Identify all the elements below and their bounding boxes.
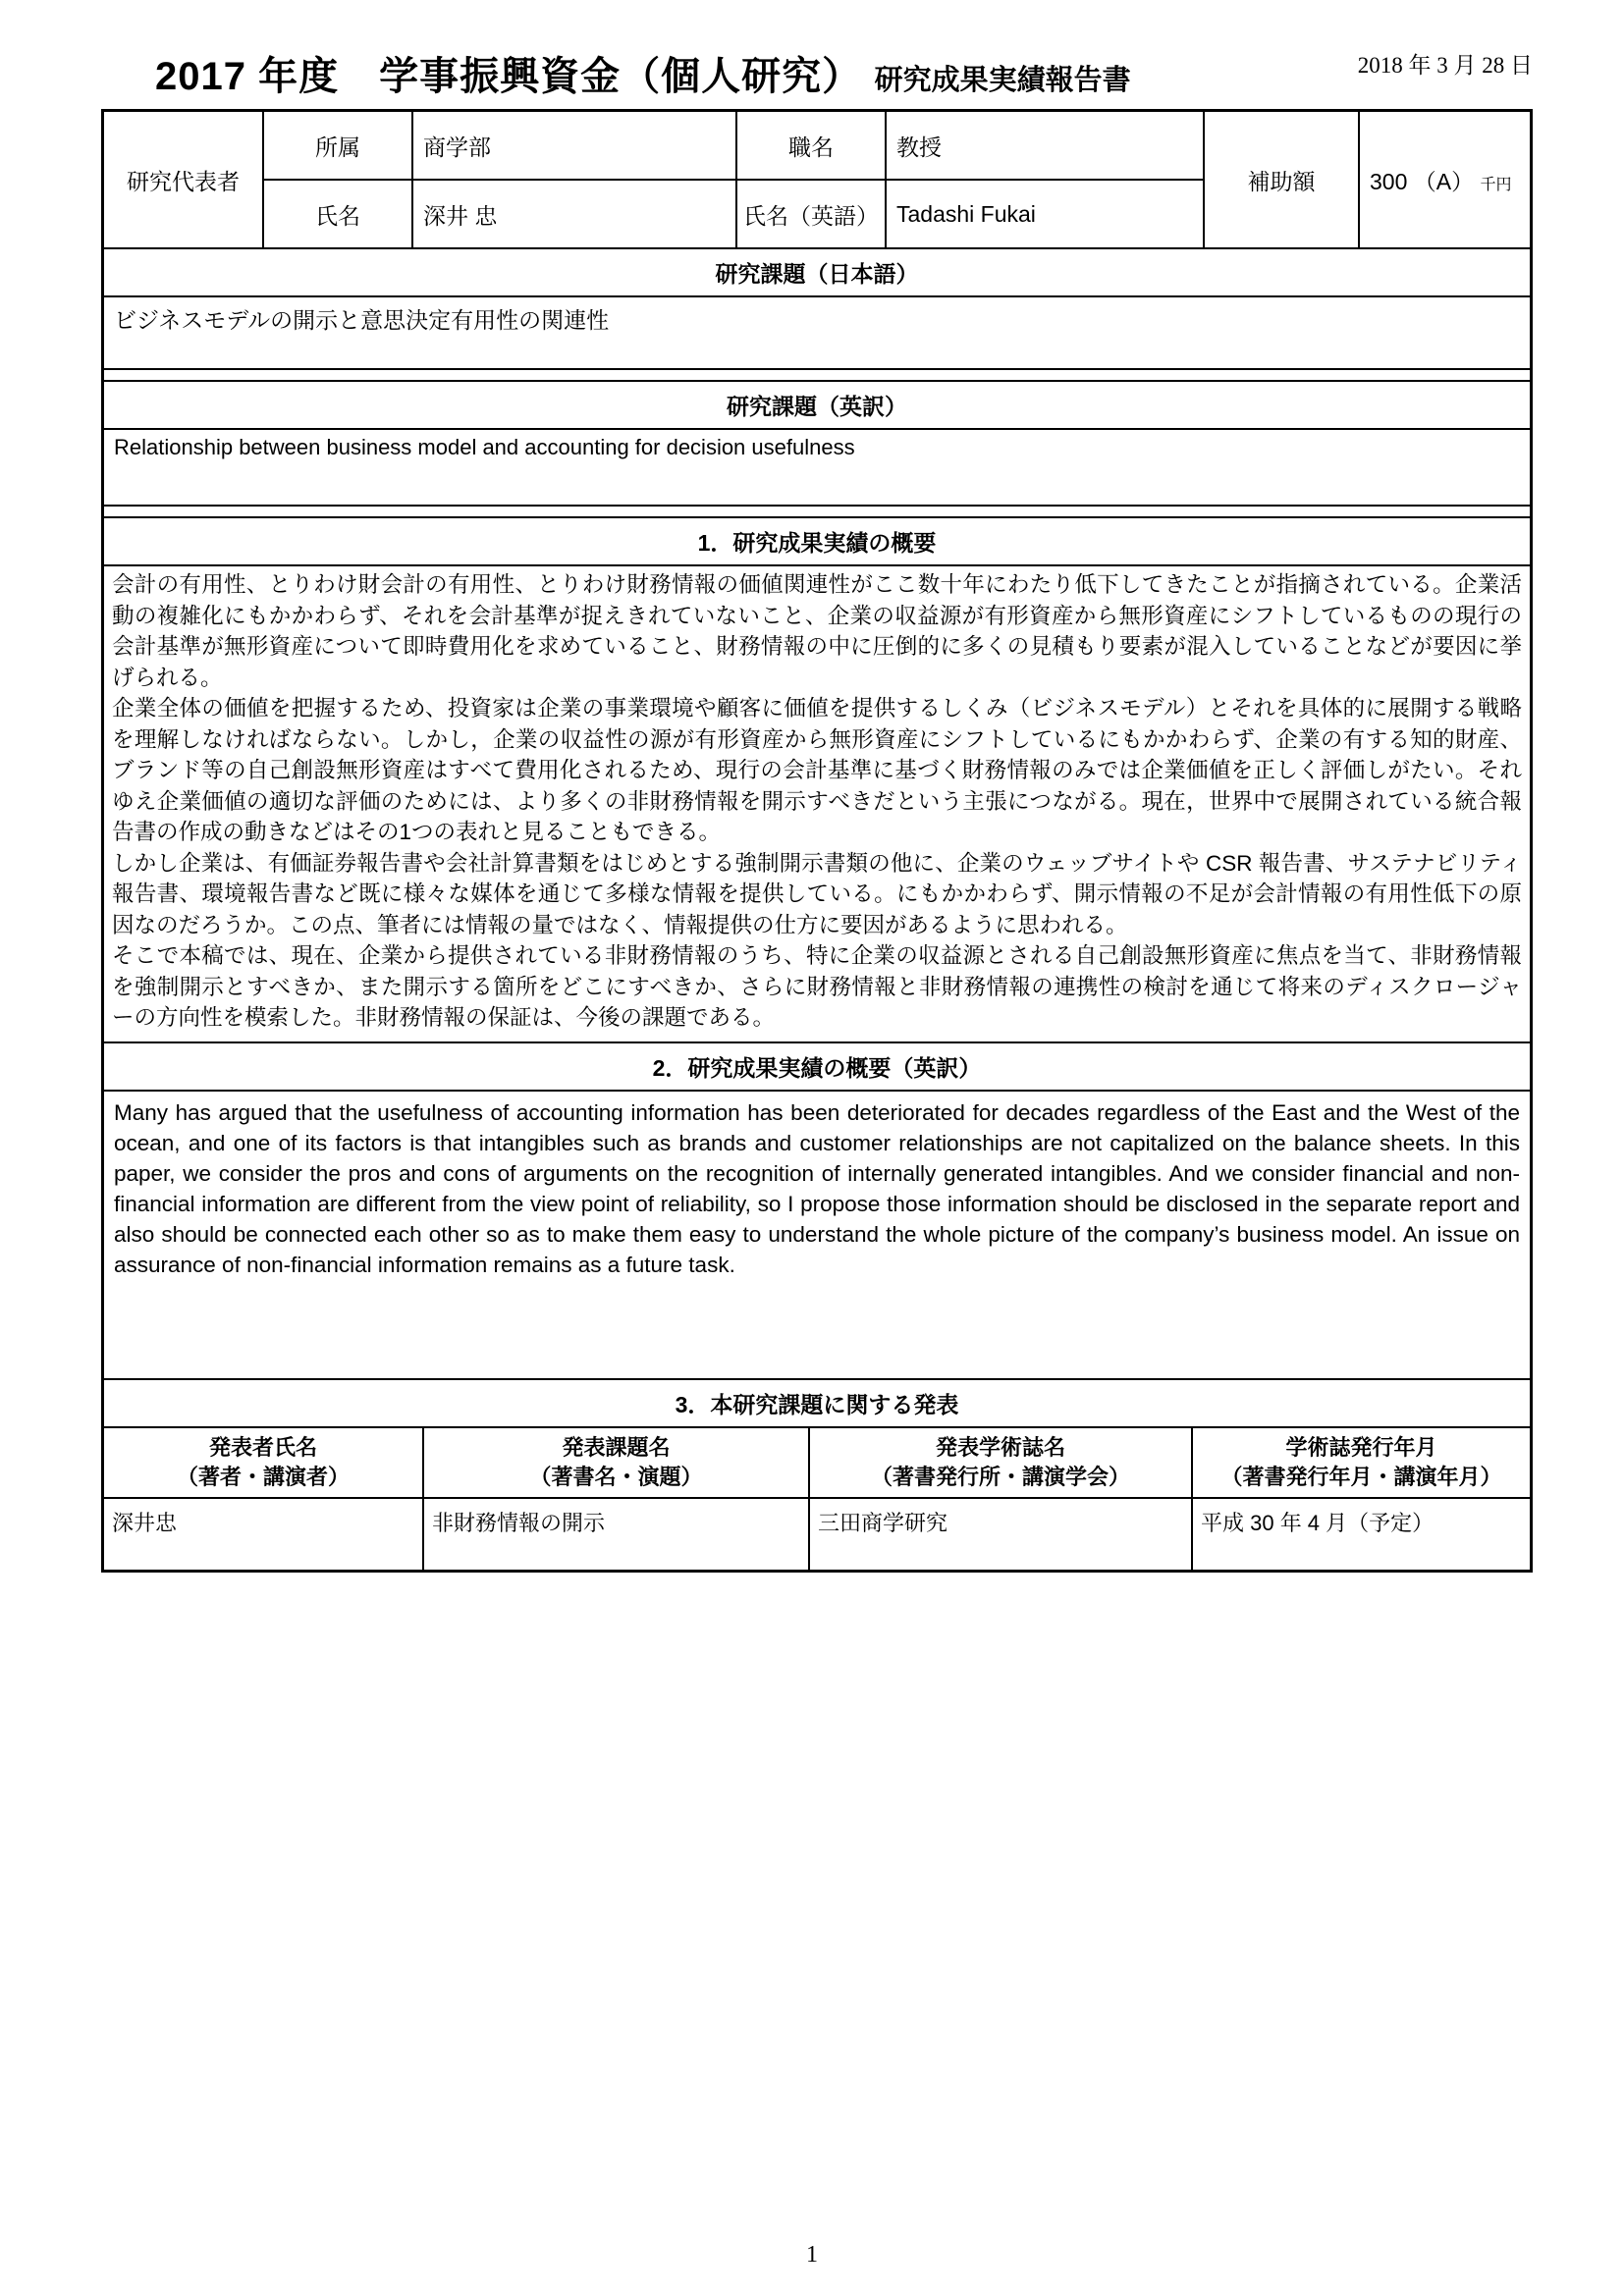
presentations-table xyxy=(104,1428,1530,1570)
representative-table xyxy=(104,112,1530,249)
column-title: 発表課題名 xyxy=(562,1434,671,1460)
representative-row-1 xyxy=(104,112,1530,180)
topic-ja-section-header: 研究課題（日本語） xyxy=(104,249,1530,297)
page-number: 1 xyxy=(806,2242,818,2268)
summary-ja-section-header: 1．研究成果実績の概要 xyxy=(104,516,1530,566)
name-en-label: 氏名（英語） xyxy=(736,180,886,248)
representative-label: 研究代表者 xyxy=(104,112,263,248)
column-subtitle: （著書発行年月・講演年月） xyxy=(1220,1464,1502,1489)
name-value: 深井 忠 xyxy=(412,180,736,248)
affiliation-label: 所属 xyxy=(263,112,412,180)
section-gap xyxy=(104,370,1530,380)
column-title: 発表学術誌名 xyxy=(935,1434,1065,1460)
subsidy-value xyxy=(1359,112,1530,248)
topic-en-value: Relationship between business model and accounting for decision usefulness xyxy=(104,430,1530,507)
document-date: 2018 年 3 月 28 日 xyxy=(1357,53,1533,78)
section-gap xyxy=(104,507,1530,516)
subsidy-unit: 千円 xyxy=(1480,176,1512,193)
column-subtitle: （著書発行所・講演学会） xyxy=(870,1464,1130,1489)
journal-cell: 三田商学研究 xyxy=(809,1498,1192,1570)
title-cell: 非財務情報の開示 xyxy=(423,1498,809,1570)
name-en-value: Tadashi Fukai xyxy=(886,180,1204,248)
position-value: 教授 xyxy=(886,112,1204,180)
report-sheet xyxy=(101,45,1533,1573)
topic-en-section-header: 研究課題（英訳） xyxy=(104,380,1530,430)
topic-ja-value: ビジネスモデルの開示と意思決定有用性の関連性 xyxy=(104,297,1530,370)
report-table xyxy=(101,109,1533,1573)
position-label: 職名 xyxy=(736,112,886,180)
column-header-title xyxy=(423,1428,809,1498)
document-title xyxy=(101,45,1131,101)
summary-en-section-header: 2．研究成果実績の概要（英訳） xyxy=(104,1043,1530,1092)
column-title: 発表者氏名 xyxy=(208,1434,317,1460)
subsidy-amount: 300 （A） xyxy=(1370,168,1475,194)
summary-ja-paragraph: しかし企業は、有価証券報告書や会社計算書類をはじめとする強制開示書類の他に、企業のウェッブサイトや CSR 報告書、サステナビリティ報告書、環境報告書など既に様々な媒体を通じて多様な情報を提供している。にもかかわらず、開示情報の不足が会計情報の有用性低下の原因なのだろうか。この点、筆者には情報の量ではなく、情報提供の仕方に要因があるように思われる。 xyxy=(112,850,1522,937)
column-header-presenter xyxy=(104,1428,423,1498)
document-header xyxy=(101,45,1533,101)
presentations-header-row xyxy=(104,1428,1530,1498)
column-title: 学術誌発行年月 xyxy=(1285,1434,1437,1460)
summary-ja-paragraph: そこで本稿では、現在、企業から提供されている非財務情報のうち、特に企業の収益源とされる自己創設無形資産に焦点を当て、非財務情報を強制開示とすべきか、また開示する箇所をどこにすべきか、さらに財務情報と非財務情報の連携性の検討を通じて将来のディスクロージャーの方向性を模索した。非財務情報の保証は、今後の課題である。 xyxy=(112,943,1522,1030)
document-title-main: 2017 年度 学事振興資金（個人研究） xyxy=(155,55,863,98)
document-title-suffix: 研究成果実績報告書 xyxy=(874,65,1131,96)
column-header-date xyxy=(1192,1428,1530,1498)
summary-ja-text xyxy=(104,566,1530,1043)
name-label: 氏名 xyxy=(263,180,412,248)
summary-ja-paragraph: 会計の有用性、とりわけ財会計の有用性、とりわけ財務情報の価値関連性がここ数十年にわたり低下してきたことが指摘されている。企業活動の複雑化にもかかわらず、それを会計基準が捉えきれていないこと、企業の収益源が有形資産から無形資産にシフトしているものの現行の会計基準が無形資産について即時費用化を求めていること、財務情報の中に圧倒的に多くの見積もり要素が混入していることなどが要因に挙げられる。 xyxy=(112,572,1522,690)
date-cell: 平成 30 年 4 月（予定） xyxy=(1192,1498,1530,1570)
presentation-row xyxy=(104,1498,1530,1570)
affiliation-value: 商学部 xyxy=(412,112,736,180)
presenter-cell: 深井忠 xyxy=(104,1498,423,1570)
presentations-section-header: 3．本研究課題に関する発表 xyxy=(104,1380,1530,1428)
summary-ja-paragraph: 企業全体の価値を把握するため、投資家は企業の事業環境や顧客に価値を提供するしくみ（ビジネスモデル）とそれを具体的に展開する戦略を理解しなければならない。しかし，企業の収益性の源が有形資産から無形資産にシフトしているにもかかわらず、企業の有する知的財産、ブランド等の自己創設無形資産はすべて費用化されるため、現行の会計基準に基づく財務情報のみでは企業価値を正しく評価しがたい。それゆえ企業価値の適切な評価のためには、より多くの非財務情報を開示すべきだという主張につながる。現在，世界中で展開されている統合報告書の作成の動きなどはその1つの表れと見ることもできる。 xyxy=(112,696,1522,844)
column-header-journal xyxy=(809,1428,1192,1498)
subsidy-label: 補助額 xyxy=(1204,112,1359,248)
summary-en-text: Many has argued that the usefulness of accounting information has been deteriorated for decades regardless of the East and the West of the ocean, and one of its factors is that intangibles such as brands and customer relationships are not capitalized on the balance sheets. In this paper, we consider the pros and cons of arguments on the recognition of internally generated intangibles. And we consider financial and non-financial information are different from the view point of reliability, so I propose those information should be disclosed in the separate report and also should be connected each other so as to make them easy to understand the whole picture of the company’s business model. An issue on assurance of non-financial information remains as a future task. xyxy=(104,1092,1530,1380)
column-subtitle: （著者・講演者） xyxy=(176,1464,350,1489)
column-subtitle: （著書名・演題） xyxy=(529,1464,703,1489)
